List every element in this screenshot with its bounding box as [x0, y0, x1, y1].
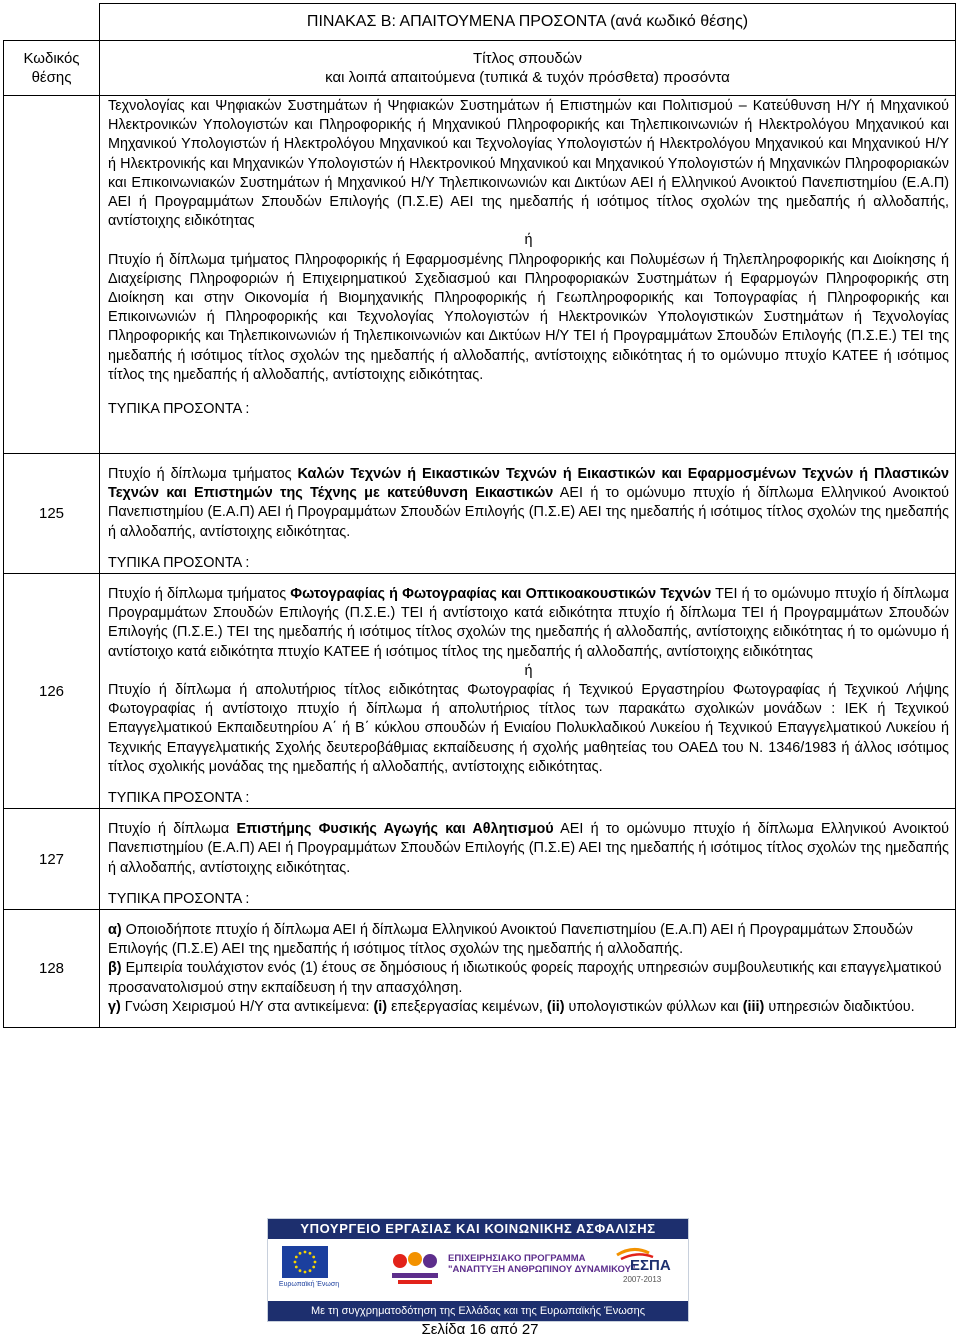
requirements-text-126: Πτυχίο ή δίπλωμα τμήματος Φωτογραφίας ή Φωτογραφίας και Οπτικοακουστικών Τεχνών ΤΕΙ ή το ομώνυμο πτυχίο ή δίπλωμα Προγραμμάτων Σπουδών Επιλογής (Π.Σ.Ε.) ΤΕΙ ή αντίστοιχο κατά ειδικότητα πτυχίο ή δίπλωμα ΤΕΙ ή Προγραμμάτων Σπουδών Επιλογής (Π.Σ.Ε.) ΤΕΙ της ημεδαπής ή ισότιμος τίτλος σχολών της ημεδαπής ή αλλοδαπής, αντίστοιχης ειδικότητας ή το ομώνυμο ή αντίστοιχο κατά ειδικότητα πτυχίο ΚΑΤΕΕ ή ισότιμος τίτλος της ημεδαπής ή αλλοδαπής, αντίστοιχης ειδικότητας: [108, 586, 949, 660]
code-cell-continued: [4, 96, 100, 454]
espa-title: ΕΣΠΑ: [630, 1257, 671, 1274]
espa-years: 2007-2013: [623, 1275, 662, 1284]
position-code-128: 128: [4, 910, 100, 1028]
logos-strip: [268, 1239, 688, 1301]
requirements-125: [100, 454, 956, 574]
typical-qualifications-label: ΤΥΠΙΚΑ ΠΡΟΣΟΝΤΑ :: [108, 554, 250, 571]
typical-qualifications-label: ΤΥΠΙΚΑ ΠΡΟΣΟΝΤΑ :: [108, 890, 250, 907]
or-separator: ή: [524, 662, 533, 679]
position-code-126: 126: [4, 574, 100, 809]
typical-qualifications-label: ΤΥΠΙΚΑ ΠΡΟΣΟΝΤΑ :: [108, 790, 250, 807]
header-code-line2: θέσης: [31, 69, 72, 86]
funding-banner: [267, 1218, 689, 1322]
header-requirements: [100, 41, 956, 96]
position-code-127: 127: [4, 809, 100, 910]
requirements-text-125: Πτυχίο ή δίπλωμα τμήματος Καλών Τεχνών ή Εικαστικών Τεχνών ή Εικαστικών και Εφαρμοσμένων Τεχνών ή Πλαστικών Τεχνών και Επιστημών της Τέχνης με κατεύθυνση Εικαστικών ΑΕΙ ή το ομώνυμο πτυχίο ή δίπλωμα Ελληνικού Ανοικτού Πανεπιστημίου (Ε.Α.Π) ΑΕΙ ή Προγραμμάτων Σπουδών Επιλογής (Π.Σ.Ε) ΑΕΙ της ημεδαπής ή ισότιμος τίτλος σχολών της ημεδαπής ή αλλοδαπής, αντίστοιχης ειδικότητας.: [108, 466, 949, 540]
cofunding-slogan: Με τη συγχρηματοδότηση της Ελλάδας και της Ευρωπαϊκής Ένωσης: [268, 1301, 688, 1321]
or-separator: ή: [524, 232, 533, 249]
continued-paragraph-1: Τεχνολογίας και Ψηφιακών Συστημάτων ή Ψηφιακών Συστημάτων ή Επιστημών και Πολιτισμού – Κατεύθυνση Η/Υ ή Μηχανικού Ηλεκτρονικών Υπολογιστών και Πληροφορικής ή Μηχανικού Πληροφορικής και Τηλεπικοινωνιών ή Ηλεκτρολόγου Μηχανικού και Μηχανικού Υπολογιστών ή Ηλεκτρολόγου Μηχανικού και Τεχνολογίας Υπολογιστών ή Ηλεκτρολόγου Μηχανικού και Μηχανικού Η/Υ ή Ηλεκτρονικής και Μηχανικών Υπολογιστών ή Ηλεκτρονικού Μηχανικού και Μηχανικού Υπολογιστών ή Μηχανικών Πληροφοριακών και Επικοινωνιακών Συστημάτων ή Μηχανικού Η/Υ Τηλεπικοινωνιών και Δικτύων ΑΕΙ ή Ελληνικού Ανοικτού Πανεπιστημίου (Ε.Α.Π) ΑΕΙ ή Προγραμμάτων Σπουδών Επιλογής (Π.Σ.Ε) ΑΕΙ της ημεδαπής ή ισότιμος τίτλος σχολών της ημεδαπής ή αλλοδαπής, αντίστοιχης ειδικότητας: [108, 98, 949, 230]
continued-requirements: [100, 96, 956, 454]
table-title: ΠΙΝΑΚΑΣ Β: ΑΠΑΙΤΟΥΜΕΝΑ ΠΡΟΣΟΝΤΑ (ανά κωδικό θέσης): [100, 4, 956, 41]
spacer: [108, 575, 949, 585]
spacer: [108, 911, 949, 921]
eu-flag-icon: [282, 1246, 328, 1278]
requirement-c: γ) Γνώση Χειρισμού Η/Υ στα αντικείμενα: (i) επεξεργασίας κειμένων, (ii) υπολογιστικών φύλλων και (iii) υπηρεσιών διαδικτύου.: [108, 998, 915, 1015]
typical-qualifications-label: ΤΥΠΙΚΑ ΠΡΟΣΟΝΤΑ :: [108, 401, 250, 418]
continued-paragraph-2: Πτυχίο ή δίπλωμα τμήματος Πληροφορικής ή Εφαρμοσμένης Πληροφορικής και Πολυμέσων ή Τηλεπληροφορικής και Διοίκησης ή Διαχείρισης Πληροφοριών ή Επιχειρηματικού Σχεδιασμού και Πληροφοριακών Συστημάτων ή Εφαρμογών Πληροφορικής στη Διοίκηση και στην Οικονομία ή Βιομηχανικής Πληροφορικής ή Γεωπληροφορικής και Τοπογραφίας ή Πληροφορικής και Επικοινωνιών ή Πληροφορικής και Τεχνολογίας Υπολογιστών ή Ηλεκτρονικών Υπολογιστικών Συστημάτων ή Τεχνολογίας Πληροφορικής και Τηλεπικοινωνιών ή Τηλεπικοινωνιών και Δικτύων Η/Υ ΤΕΙ ή Προγραμμάτων Σπουδών Επιλογής (Π.Σ.Ε.) ΤΕΙ της ημεδαπής ή ισότιμος τίτλος σχολών της ημεδαπής ή αλλοδαπής, αντίστοιχης ειδικότητας ή το ομώνυμο πτυχίο ΚΑΤΕΕ ή ισότιμος τίτλος της ημεδαπής ή αλλοδαπής, αντίστοιχης ειδικότητας.: [108, 251, 949, 383]
header-req-line1: Τίτλος σπουδών: [473, 50, 582, 67]
header-req-line2: και λοιπά απαιτούμενα (τυπικά & τυχόν πρόσθετα) προσόντα: [325, 69, 730, 86]
program-name: [448, 1253, 636, 1275]
header-code-line1: Κωδικός: [23, 50, 80, 67]
requirements-126: [100, 574, 956, 809]
table-title-cell: [4, 4, 100, 41]
requirement-a: α) Οποιοδήποτε πτυχίο ή δίπλωμα ΑΕΙ ή δίπλωμα Ελληνικού Ανοικτού Πανεπιστημίου (Ε.Α.Π) ΑΕΙ ή Προγραμμάτων Σπουδών Επιλογής (Π.Σ.Ε) ΑΕΙ της ημεδαπής ή ισότιμος τίτλος σχολών της ημεδαπής ή αλλοδαπής.: [108, 922, 914, 958]
spacer: [108, 810, 949, 820]
ministry-title: ΥΠΟΥΡΓΕΙΟ ΕΡΓΑΣΙΑΣ ΚΑΙ ΚΟΙΝΩΝΙΚΗΣ ΑΣΦΑΛΙΣΗΣ: [268, 1219, 688, 1239]
requirements-text-126-alt: Πτυχίο ή δίπλωμα ή απολυτήριος τίτλος ειδικότητας Φωτογραφίας ή Τεχνικού Εργαστηρίου Φωτογραφίας ή Τεχνικού Λήψης Φωτογραφίας ή αντίστοιχο πτυχίο ή δίπλωμα ή απολυτήριος τίτλος των παρακάτω σχολικών μονάδων : ΙΕΚ ή Τεχνικού Επαγγελματικού Εκπαιδευτηρίου Α΄ ή Β΄ κύκλου σπουδών ή Ενιαίου Πολυκλαδικού Λυκείου ή Τεχνικού Επαγγελματικού Λυκείου ή Τεχνικής Επαγγελματικής Σχολής δευτεροβάθμιας εκπαίδευσης ή σχολής μαθητείας του ΟΑΕΔ του Ν. 1346/1983 ή άλλος ισότιμος τίτλος σχολικής μονάδας της ημεδαπής ή αλλοδαπής, αντίστοιχης ειδικότητας.: [108, 682, 949, 775]
program-logo-icon: [386, 1249, 444, 1289]
requirements-table: [3, 3, 956, 1028]
position-code-125: 125: [4, 454, 100, 574]
page-number: Σελίδα 16 από 27: [421, 1321, 539, 1338]
header-code: [4, 41, 100, 96]
requirement-b: β) Εμπειρία τουλάχιστον ενός (1) έτους σε δημόσιους ή ιδιωτικούς φορείς παροχής υπηρεσιών συμβουλευτικής και επαγγελματικού προσανατολισμού στην εκπαίδευση ή την απασχόληση.: [108, 960, 942, 996]
program-line2: "ΑΝΑΠΤΥΞΗ ΑΝΘΡΩΠΙΝΟΥ ΔΥΝΑΜΙΚΟΥ": [448, 1264, 636, 1275]
spacer: [108, 455, 949, 465]
requirements-text-127: Πτυχίο ή δίπλωμα Επιστήμης Φυσικής Αγωγής και Αθλητισμού ΑΕΙ ή το ομώνυμο πτυχίο ή δίπλωμα Ελληνικού Ανοικτού Πανεπιστημίου (Ε.Α.Π) ΑΕΙ ή Προγραμμάτων Σπουδών Επιλογής (Π.Σ.Ε) ΑΕΙ της ημεδαπής ή ισότιμος τίτλος σχολών της ημεδαπής ή αλλοδαπής, αντίστοιχης ειδικότητας.: [108, 821, 950, 876]
eu-caption: Ευρωπαϊκή Ένωση: [278, 1281, 340, 1288]
requirements-128: [100, 910, 956, 1028]
program-line1: ΕΠΙΧΕΙΡΗΣΙΑΚΟ ΠΡΟΓΡΑΜΜΑ: [448, 1253, 586, 1264]
requirements-127: [100, 809, 956, 910]
